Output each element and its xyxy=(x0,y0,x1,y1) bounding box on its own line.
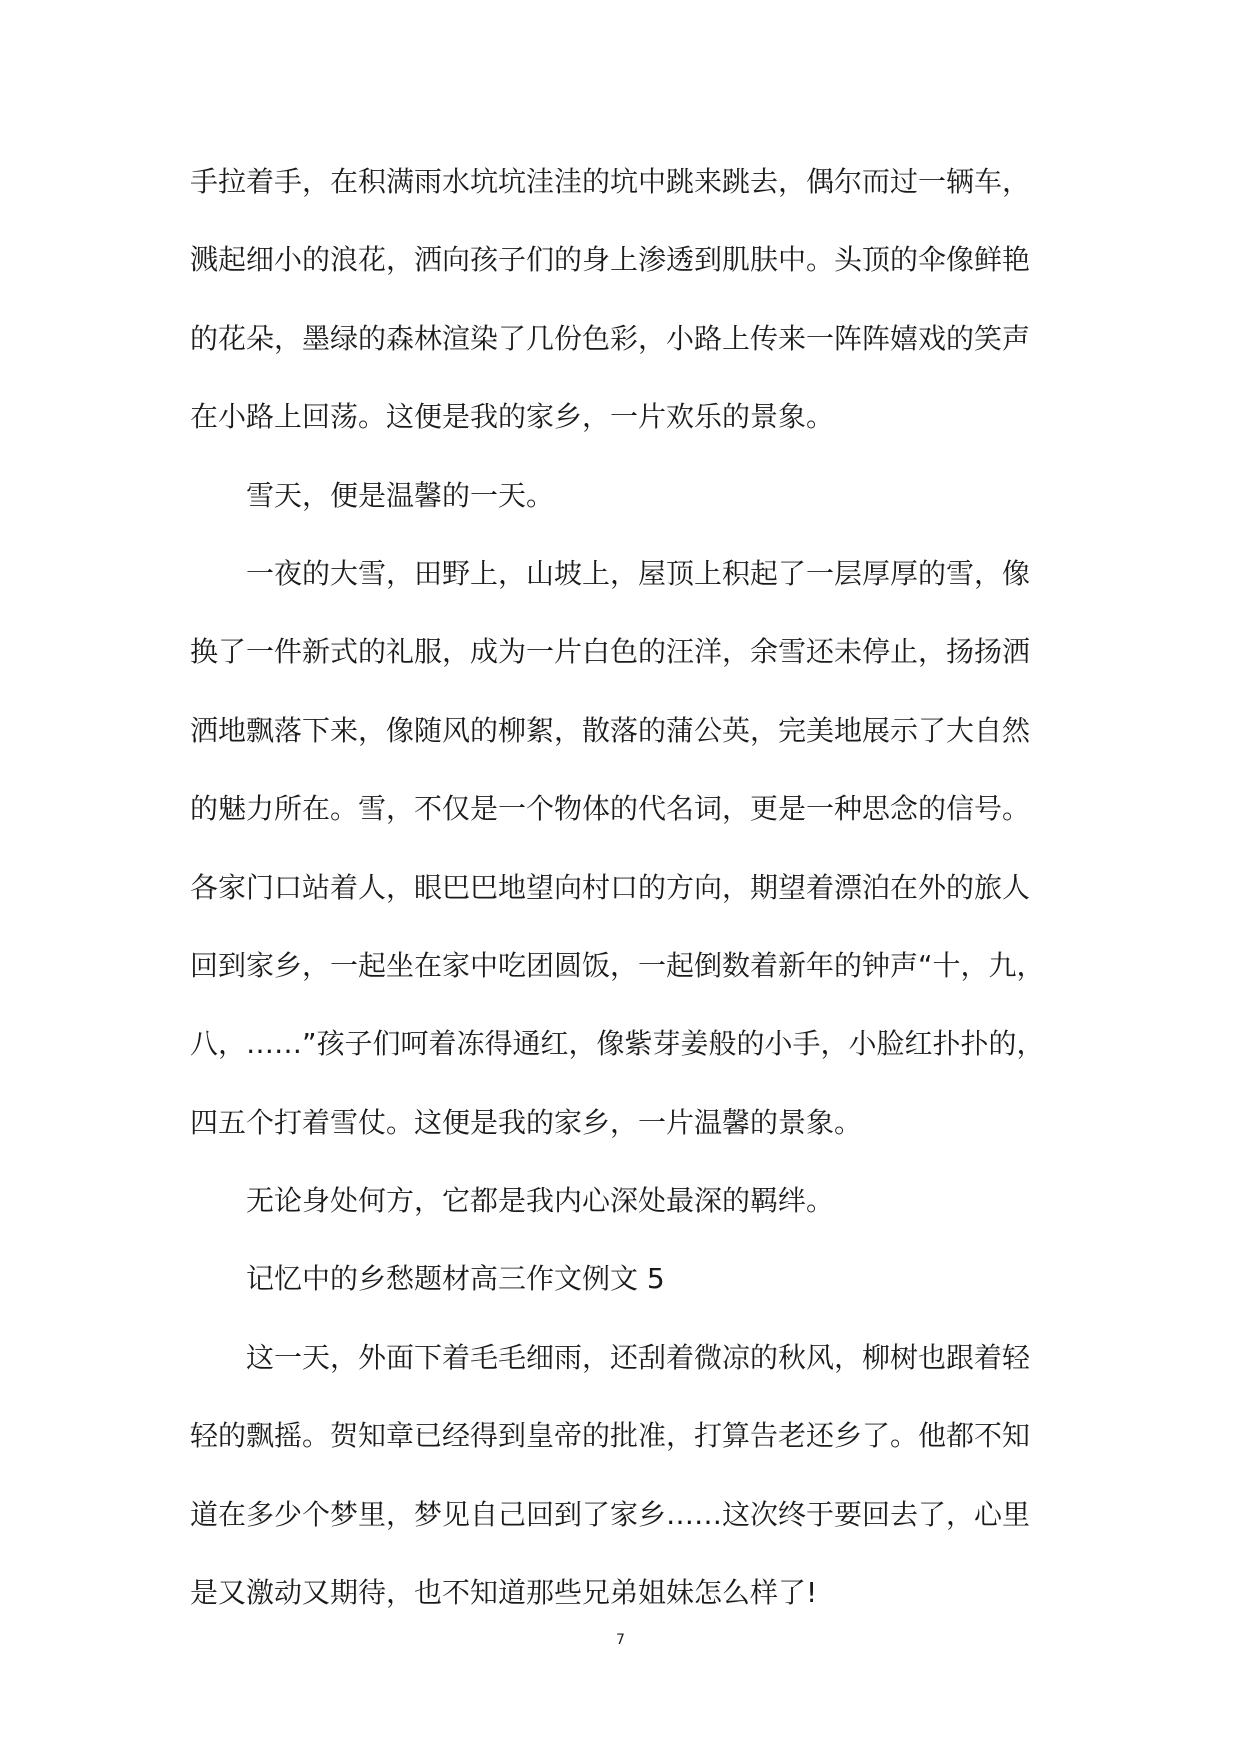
page-number: 7 xyxy=(616,1632,625,1648)
text-line: 这一天，外面下着毛毛细雨，还刮着微凉的秋风，柳树也跟着轻 xyxy=(246,1340,1031,1374)
text-line: 的花朵，墨绿的森林渲染了几份色彩，小路上传来一阵阵嬉戏的笑声 xyxy=(190,321,1031,355)
section-heading: 记忆中的乡愁题材高三作文例文 5 xyxy=(246,1262,665,1296)
text-line: 一夜的大雪，田野上，山坡上，屋顶上积起了一层厚厚的雪，像 xyxy=(246,556,1031,590)
text-line: 是又激动又期待，也不知道那些兄弟姐妹怎么样了! xyxy=(190,1576,818,1610)
text-line: 八，……”孩子们呵着冻得通红，像紫芽姜般的小手，小脸红扑扑的， xyxy=(190,1027,1045,1061)
text-line: 换了一件新式的礼服，成为一片白色的汪洋，余雪还未停止，扬扬洒 xyxy=(190,635,1031,669)
text-line: 无论身处何方，它都是我内心深处最深的羁绊。 xyxy=(246,1184,835,1218)
text-line: 在小路上回荡。这便是我的家乡，一片欢乐的景象。 xyxy=(190,400,835,434)
text-line: 的魅力所在。雪，不仅是一个物体的代名词，更是一种思念的信号。 xyxy=(190,792,1031,826)
text-line: 轻的飘摇。贺知章已经得到皇帝的批准，打算告老还乡了。他都不知 xyxy=(190,1419,1031,1453)
text-line: 洒地飘落下来，像随风的柳絮，散落的蒲公英，完美地展示了大自然 xyxy=(190,713,1031,747)
text-line: 四五个打着雪仗。这便是我的家乡，一片温馨的景象。 xyxy=(190,1105,863,1139)
text-line: 回到家乡，一起坐在家中吃团圆饭，一起倒数着新年的钟声“十，九， xyxy=(190,948,1045,982)
text-line: 道在多少个梦里，梦见自己回到了家乡……这次终于要回去了，心里 xyxy=(190,1497,1031,1531)
text-line: 手拉着手，在积满雨水坑坑洼洼的坑中跳来跳去，偶尔而过一辆车， xyxy=(190,165,1031,198)
body-text xyxy=(190,143,1070,1632)
text-line: 各家门口站着人，眼巴巴地望向村口的方向，期望着漂泊在外的旅人 xyxy=(190,870,1031,904)
text-line: 雪天，便是温馨的一天。 xyxy=(246,478,555,512)
text-line: 溅起细小的浪花，洒向孩子们的身上渗透到肌肤中。头顶的伞像鲜艳 xyxy=(190,243,1031,277)
